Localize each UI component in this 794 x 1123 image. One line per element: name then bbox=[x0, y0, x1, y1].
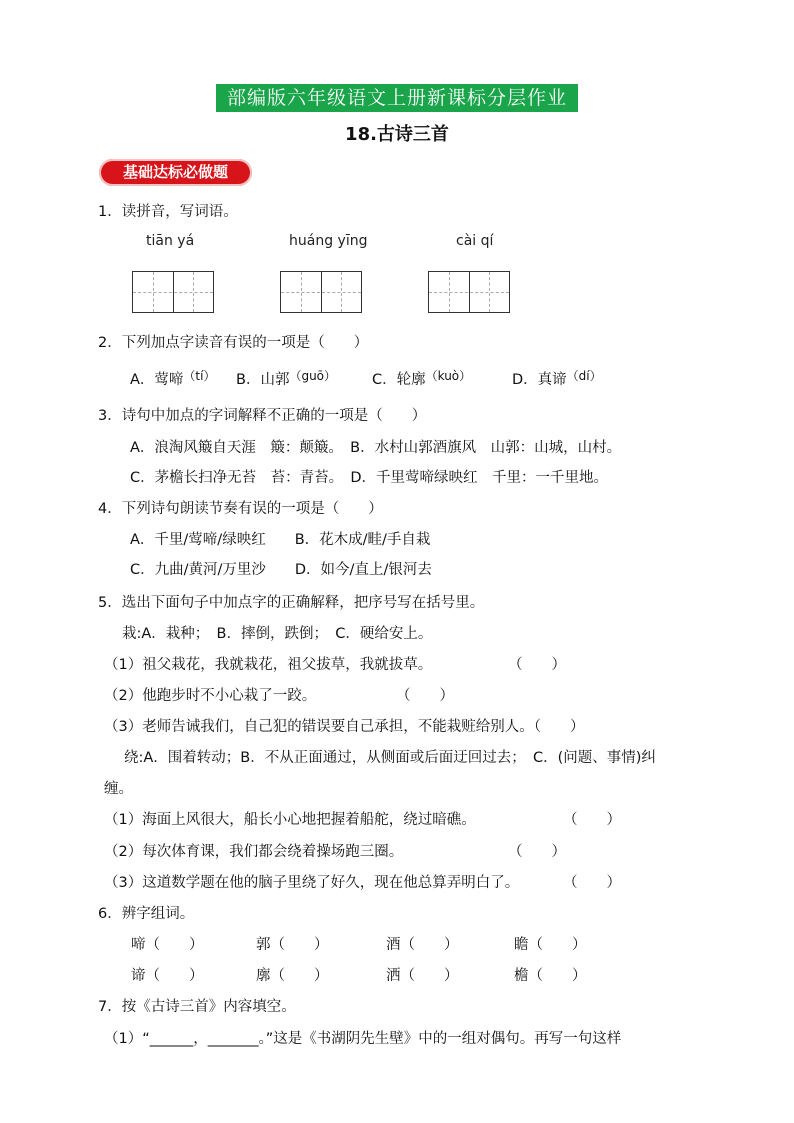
zai-item-2: （2）他跑步时不小心栽了一跤。 bbox=[104, 688, 317, 704]
zai-item-1: （1）祖父栽花，我就栽花，祖父拔草，我就拔草。 bbox=[104, 657, 433, 673]
q2-option-c: C．轮廓$^{(kuò)}$ bbox=[372, 369, 472, 388]
worksheet-banner: 部编版六年级语文上册新课标分层作业 bbox=[216, 84, 578, 112]
rao-item-2-blank[interactable]: （ ） bbox=[508, 844, 566, 860]
question-4: 4．下列诗句朗读节奏有误的一项是（ ） bbox=[98, 501, 383, 517]
pinyin-3: cài qí bbox=[456, 233, 494, 249]
rao-item-1-blank[interactable]: （ ） bbox=[563, 812, 621, 828]
question-7: 7．按《古诗三首》内容填空。 bbox=[98, 999, 296, 1015]
rao-definitions-cont: 缠。 bbox=[104, 781, 133, 797]
rao-item-3: （3）这道数学题在他的脑子里绕了好久，现在他总算弄明白了。 bbox=[104, 875, 520, 891]
zai-item-1-blank[interactable]: （ ） bbox=[508, 657, 566, 673]
q6-word-8[interactable]: 檐（ ） bbox=[514, 968, 587, 984]
zai-item-2-blank[interactable]: （ ） bbox=[396, 688, 454, 704]
q6-word-6[interactable]: 廓（ ） bbox=[256, 968, 329, 984]
q6-word-1[interactable]: 啼（ ） bbox=[131, 937, 204, 953]
rao-item-2: （2）每次体育课，我们都会绕着操场跑三圈。 bbox=[104, 844, 404, 860]
q2-option-b: B．山郭$^{(guō)}$ bbox=[236, 369, 337, 388]
question-3: 3．诗句中加点的字词解释不正确的一项是（ ） bbox=[98, 408, 427, 424]
q2-option-a: A．莺啼$^{(tí)}$ bbox=[130, 369, 216, 388]
q6-word-4[interactable]: 瞻（ ） bbox=[514, 937, 587, 953]
rao-definitions: 绕:A．围着转动；B．不从正面通过，从侧面或后面迂回过去； C．(问题、事情)纠 bbox=[124, 750, 656, 766]
question-5: 5．选出下面句子中加点字的正确解释，把序号写在括号里。 bbox=[98, 595, 485, 611]
zai-item-3: （3）老师告诫我们，自己犯的错误要自己承担，不能栽赃给别人。（ ） bbox=[104, 719, 585, 735]
q6-word-3[interactable]: 酒（ ） bbox=[386, 937, 459, 953]
q7-item-1: （1）“______，_______。”这是《书湖阴先生壁》中的一组对偶句。再写一句这样 bbox=[104, 1031, 622, 1047]
q3-options-ab: A．浪淘风簸自天涯 簸：颠簸。 B．水村山郭酒旗风 山郭：山城，山村。 bbox=[130, 440, 622, 456]
q2-option-d: D．真谛$^{(dí)}$ bbox=[512, 369, 602, 388]
q6-word-2[interactable]: 郭（ ） bbox=[256, 937, 329, 953]
section-badge: 基础达标必做题 bbox=[99, 159, 252, 186]
lesson-title: 18.古诗三首 bbox=[345, 124, 449, 145]
question-2: 2．下列加点字读音有误的一项是（ ） bbox=[98, 335, 369, 351]
q3-options-cd: C．茅檐长扫净无苔 苔：青苔。 D．千里莺啼绿映红 千里：一千里地。 bbox=[130, 470, 609, 486]
q4-options-ab: A．千里/莺啼/绿映红 B．花木成/畦/手自栽 bbox=[130, 532, 431, 548]
q6-word-7[interactable]: 洒（ ） bbox=[386, 968, 459, 984]
writing-grid-1[interactable] bbox=[132, 271, 214, 313]
pinyin-2: huáng yīng bbox=[289, 233, 368, 249]
writing-grid-2[interactable] bbox=[280, 271, 362, 313]
zai-definitions: 栽:A．栽种； B．摔倒，跌倒； C．硬给安上。 bbox=[122, 626, 433, 642]
q4-options-cd: C．九曲/黄河/万里沙 D．如今/直上/银河去 bbox=[130, 562, 432, 578]
question-6: 6．辨字组词。 bbox=[98, 906, 195, 922]
q6-word-5[interactable]: 谛（ ） bbox=[131, 968, 204, 984]
question-1: 1．读拼音，写词语。 bbox=[98, 204, 238, 220]
rao-item-1: （1）海面上风很大，船长小心地把握着船舵，绕过暗礁。 bbox=[104, 812, 476, 828]
writing-grid-3[interactable] bbox=[428, 271, 510, 313]
pinyin-1: tiān yá bbox=[146, 233, 195, 249]
rao-item-3-blank[interactable]: （ ） bbox=[563, 875, 621, 891]
